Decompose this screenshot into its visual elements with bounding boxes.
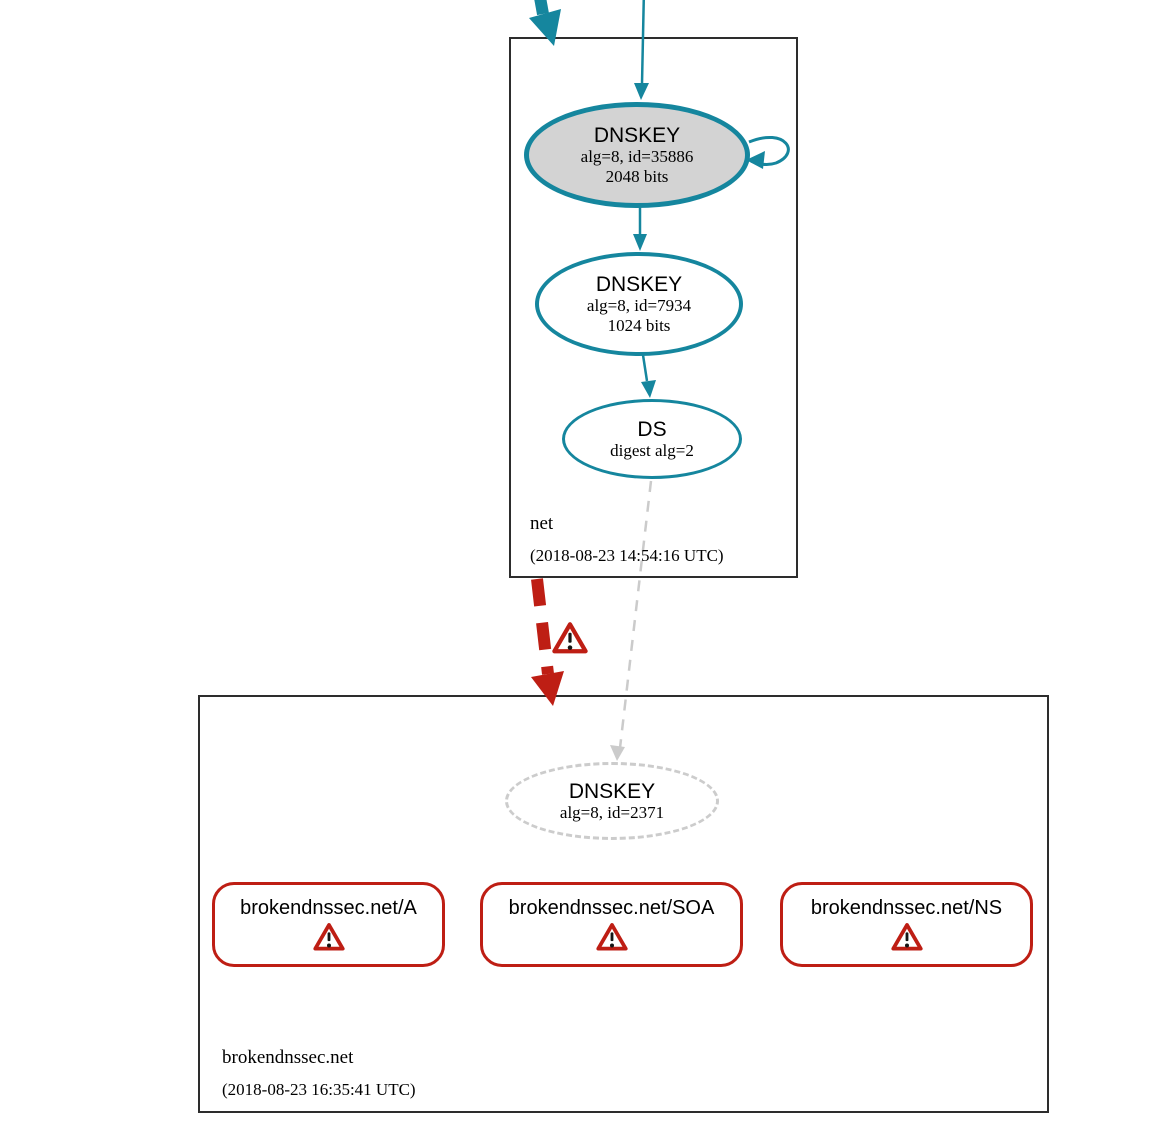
rrset-label: brokendnssec.net/NS [810, 897, 1003, 919]
edge-into-ksk-arrowhead [634, 83, 649, 100]
node-type-label: DNSKEY [593, 123, 681, 147]
warning-icon [551, 621, 589, 655]
node-dnskey-2371[interactable] [505, 762, 719, 840]
node-attrs-label: alg=8, id=35886 [580, 146, 694, 166]
rrset-label: brokendnssec.net/A [240, 897, 417, 919]
node-ds[interactable] [562, 399, 742, 479]
delegation-arrowhead [529, 9, 561, 46]
bogus-delegation-arrow [537, 579, 548, 674]
warning-icon [890, 922, 924, 952]
delegation-arrow-into-net [535, 0, 543, 14]
warning-icon [312, 922, 346, 952]
rrset-label: brokendnssec.net/SOA [508, 897, 715, 919]
zone-name-net: net [530, 513, 554, 534]
node-dnskey-35886[interactable] [524, 102, 750, 208]
edge-ds-to-dnskey2371-arrowhead [610, 745, 625, 761]
edge-zsk-to-ds [643, 355, 647, 381]
edge-zsk-to-ds-arrowhead [641, 380, 656, 398]
node-rrset-a[interactable] [212, 882, 445, 967]
zone-timestamp-net: (2018-08-23 14:54:16 UTC) [530, 546, 724, 565]
node-dnskey-7934[interactable] [535, 252, 743, 356]
node-attrs-label: digest alg=2 [610, 440, 694, 460]
node-type-label: DNSKEY [595, 272, 683, 296]
node-type-label: DS [637, 417, 667, 441]
edge-into-ksk [642, 0, 644, 84]
node-size-label: 2048 bits [605, 166, 669, 186]
edge-ds-to-dnskey2371-dashed [620, 481, 651, 748]
bogus-delegation-arrowhead [531, 671, 564, 706]
node-size-label: 1024 bits [607, 315, 671, 335]
node-rrset-ns[interactable] [780, 882, 1033, 967]
zone-name-brokendnssec: brokendnssec.net [222, 1047, 354, 1068]
warning-icon [595, 922, 629, 952]
node-attrs-label: alg=8, id=7934 [586, 295, 692, 315]
node-type-label: DNSKEY [568, 779, 656, 803]
edge-ksk-to-zsk-arrowhead [633, 234, 647, 251]
node-attrs-label: alg=8, id=2371 [559, 802, 665, 822]
node-rrset-soa[interactable] [480, 882, 743, 967]
zone-timestamp-brokendnssec: (2018-08-23 16:35:41 UTC) [222, 1080, 416, 1099]
